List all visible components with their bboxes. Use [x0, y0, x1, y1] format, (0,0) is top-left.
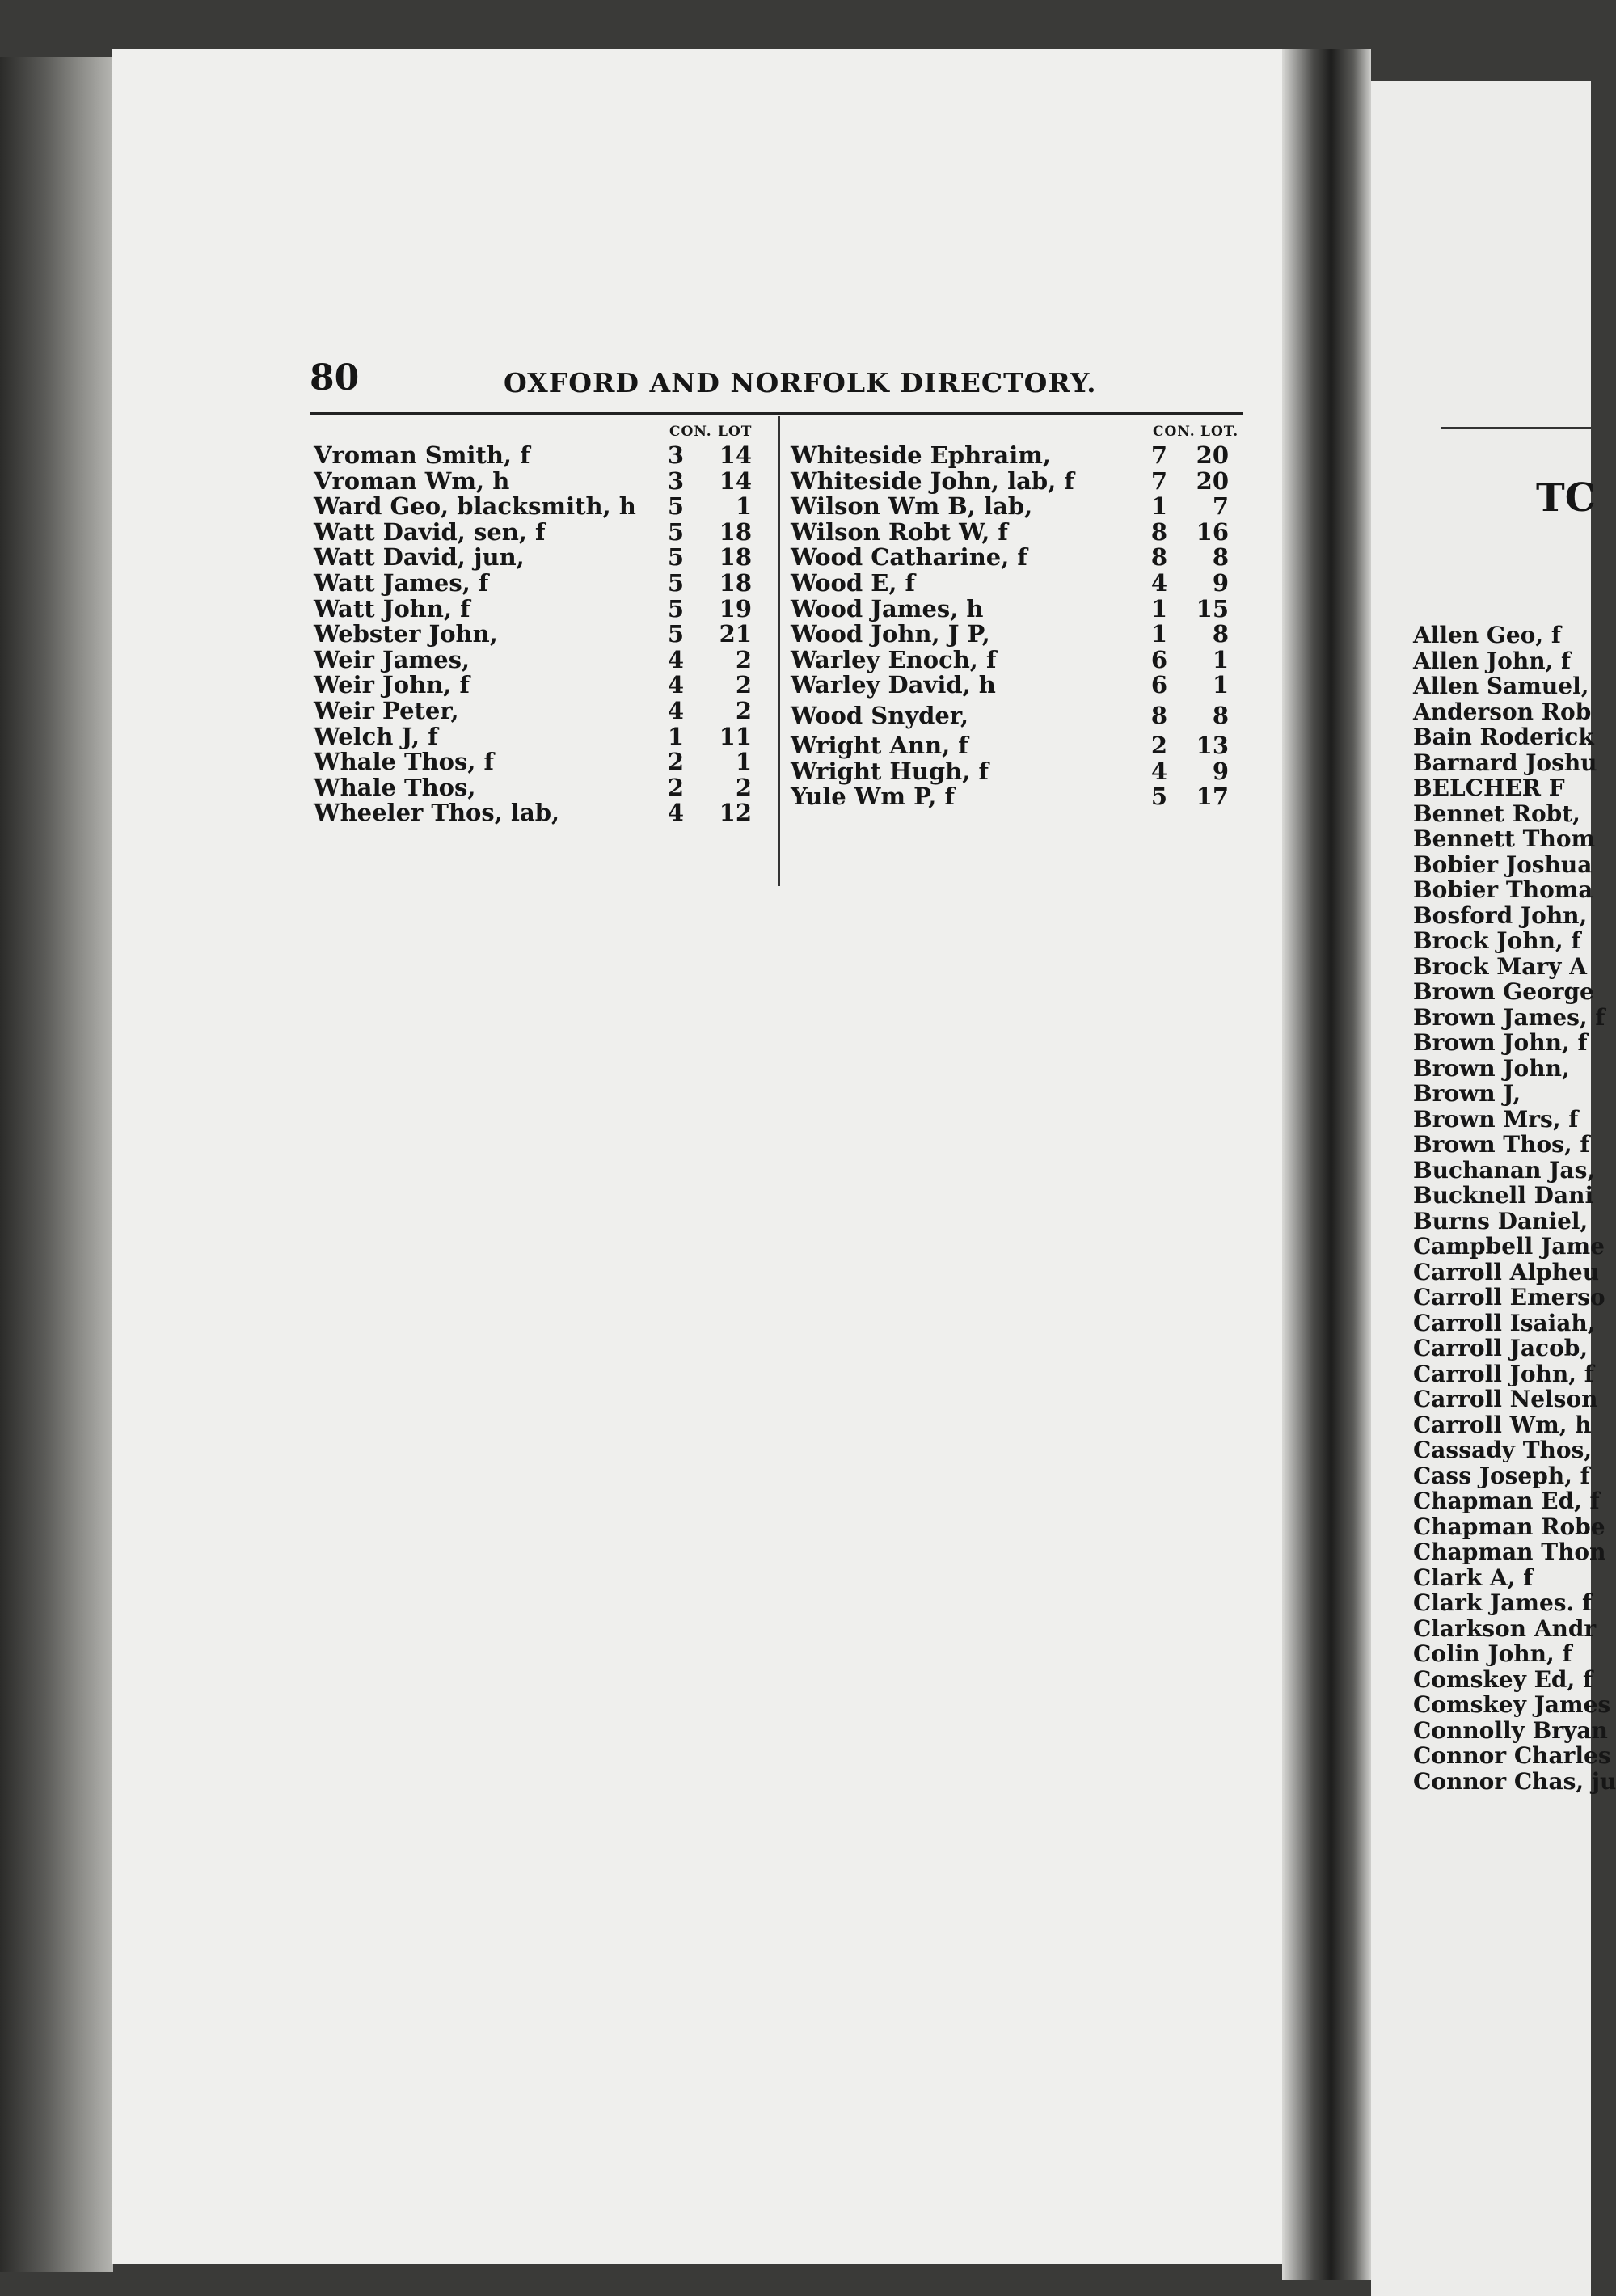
- entry-lot: 8: [1212, 620, 1229, 648]
- next-page-entry: Carroll John, f: [1413, 1360, 1594, 1387]
- directory-entry: [791, 494, 1245, 520]
- next-page-entry: Brown George: [1413, 978, 1594, 1005]
- directory-entry: [314, 749, 766, 775]
- entry-con: 7: [1150, 441, 1168, 469]
- next-page-entry: Chapman Robe: [1413, 1513, 1605, 1540]
- next-page-entry: Brown Thos, f: [1413, 1131, 1590, 1158]
- next-page-entry: Carroll Isaiah,: [1413, 1309, 1596, 1336]
- entry-name: Wilson Robt W, f: [791, 517, 1008, 546]
- directory-entry: [314, 645, 766, 673]
- next-page-entry: Comskey Ed, f: [1413, 1665, 1593, 1693]
- entry-name: Webster John,: [314, 620, 498, 648]
- entry-name: Yule Wm P, f: [791, 783, 955, 811]
- entry-lot: 17: [1196, 783, 1229, 811]
- entry-lot: 15: [1196, 594, 1229, 623]
- next-page-entry: Brock John, f: [1413, 927, 1581, 954]
- entry-lot: 9: [1212, 568, 1229, 597]
- entry-lot: 14: [719, 441, 752, 469]
- entry-con: 4: [1150, 757, 1168, 785]
- directory-entry: [314, 517, 766, 546]
- next-page-entry: Connor Charles: [1413, 1742, 1611, 1769]
- next-page-entry: Bobier Joshua: [1413, 850, 1593, 878]
- entry-name: Wood Snyder,: [791, 701, 969, 729]
- entry-con: 3: [667, 466, 685, 495]
- book-gutter: [1282, 49, 1371, 2280]
- left-column: [314, 419, 766, 826]
- next-page-entry: Brown John,: [1413, 1054, 1570, 1082]
- next-page-entry: BELCHER F: [1413, 774, 1565, 801]
- next-page-entry: Clark A, f: [1413, 1564, 1534, 1591]
- right-column: [791, 419, 1245, 810]
- entry-lot: 9: [1212, 757, 1229, 785]
- book-edge: [0, 57, 113, 2272]
- directory-entry: [791, 699, 1245, 733]
- directory-entry: [791, 645, 1245, 673]
- next-page-entry: Brown John, f: [1413, 1029, 1588, 1056]
- entry-name: Wood E, f: [791, 568, 916, 597]
- entry-name: Wood James, h: [791, 594, 984, 623]
- entry-lot: 19: [719, 594, 752, 623]
- entry-name: Weir John, f: [314, 671, 470, 699]
- next-page-entry: Burns Daniel,: [1413, 1207, 1589, 1235]
- directory-entry: [314, 545, 766, 571]
- entry-lot: 2: [735, 773, 752, 801]
- column-header: [791, 419, 1245, 443]
- directory-entry: [791, 517, 1245, 546]
- next-page-entry: Comskey James: [1413, 1691, 1611, 1718]
- entry-con: 3: [667, 441, 685, 469]
- entry-name: Weir James,: [314, 645, 470, 673]
- next-page-entry: Cassady Thos,: [1413, 1437, 1593, 1463]
- next-page-entry: Bennett Thom: [1413, 825, 1596, 852]
- directory-entry: [791, 545, 1245, 571]
- next-page-entry: Carroll Nelson: [1413, 1386, 1598, 1412]
- entry-lot: 1: [1212, 671, 1229, 699]
- next-page-entry: Allen Samuel,: [1413, 673, 1589, 699]
- entry-con: 5: [667, 543, 685, 572]
- entry-lot: 1: [735, 748, 752, 776]
- next-page-entry: Brown Mrs, f: [1413, 1105, 1579, 1133]
- directory-entry: [791, 466, 1245, 495]
- directory-entry: [791, 568, 1245, 597]
- entry-name: Ward Geo, blacksmith, h: [314, 492, 636, 521]
- directory-entry: [791, 733, 1245, 759]
- next-page-entry: Allen John, f: [1413, 647, 1572, 674]
- entry-lot: 20: [1196, 466, 1229, 495]
- entry-name: Watt David, sen, f: [314, 517, 546, 546]
- next-page-entry: Carroll Wm, h: [1413, 1411, 1592, 1438]
- next-page-entry: Bosford John,: [1413, 901, 1588, 929]
- entry-name: Wheeler Thos, lab,: [314, 799, 560, 827]
- entry-name: Wood John, J P,: [791, 620, 990, 648]
- entry-con: 8: [1150, 517, 1168, 546]
- entry-lot: 11: [719, 722, 752, 750]
- entry-con: 4: [667, 645, 685, 673]
- directory-entry: [314, 800, 766, 826]
- entry-con: 4: [1150, 568, 1168, 597]
- entry-con: 5: [667, 492, 685, 521]
- next-page-entry: Barnard Joshu: [1413, 749, 1597, 776]
- next-page-entry: Chapman Ed, f: [1413, 1488, 1600, 1514]
- entry-name: Whale Thos,: [314, 773, 476, 801]
- entry-name: Whale Thos, f: [314, 748, 495, 776]
- next-page-entry: Cass Joseph, f: [1413, 1462, 1590, 1489]
- directory-entry: [791, 594, 1245, 623]
- next-page-entry: Bobier Thoma: [1413, 876, 1593, 903]
- column-header: [314, 419, 766, 443]
- directory-entry: [314, 775, 766, 801]
- entry-con: 1: [1150, 594, 1168, 623]
- entry-lot: 2: [735, 645, 752, 673]
- entry-name: Warley David, h: [791, 671, 996, 699]
- next-page-entry: Buchanan Jas,: [1413, 1156, 1596, 1184]
- page-number: 80: [310, 357, 360, 399]
- entry-lot: 2: [735, 696, 752, 724]
- entry-name: Vroman Smith, f: [314, 441, 530, 469]
- column-divider: [778, 416, 780, 886]
- entry-lot: 1: [735, 492, 752, 521]
- entry-name: Watt John, f: [314, 594, 470, 623]
- lot-header: LOT.: [1200, 424, 1239, 440]
- next-page-entry: Brock Mary A: [1413, 952, 1587, 980]
- entry-con: 1: [667, 722, 685, 750]
- next-page-entry: Chapman Thon: [1413, 1538, 1606, 1565]
- next-page-entry: Bain Roderick: [1413, 724, 1594, 750]
- entry-con: 6: [1150, 671, 1168, 699]
- directory-entry: [791, 759, 1245, 785]
- directory-entry: [791, 784, 1245, 810]
- next-page-entry: Carroll Alpheu: [1413, 1258, 1600, 1285]
- entry-con: 8: [1150, 701, 1168, 729]
- entry-con: 1: [1150, 492, 1168, 521]
- entry-con: 2: [667, 748, 685, 776]
- next-page-entry: Brown James, f: [1413, 1003, 1605, 1031]
- next-page-entry: Clarkson Andr: [1413, 1614, 1597, 1642]
- entry-con: 5: [667, 568, 685, 597]
- next-page-entry: Clark James. f: [1413, 1589, 1593, 1616]
- entry-con: 4: [667, 671, 685, 699]
- entry-con: 5: [667, 517, 685, 546]
- entry-lot: 16: [1196, 517, 1229, 546]
- next-page-entry: Bennet Robt,: [1413, 800, 1580, 827]
- entry-lot: 2: [735, 671, 752, 699]
- next-page-rule: [1441, 427, 1591, 429]
- entry-con: 8: [1150, 543, 1168, 572]
- directory-entry: [314, 594, 766, 623]
- entry-lot: 21: [719, 620, 752, 648]
- directory-entry: [314, 622, 766, 648]
- directory-entry: [314, 494, 766, 520]
- entry-name: Watt David, jun,: [314, 543, 525, 572]
- directory-entry: [791, 443, 1245, 469]
- entry-lot: 18: [719, 543, 752, 572]
- entry-name: Warley Enoch, f: [791, 645, 997, 673]
- next-page-entry: Carroll Emerso: [1413, 1284, 1605, 1310]
- entry-name: Wilson Wm B, lab,: [791, 492, 1033, 521]
- next-page-heading: TC: [1536, 475, 1596, 521]
- entry-name: Weir Peter,: [314, 696, 459, 724]
- next-page-entry: Allen Geo, f: [1413, 622, 1561, 648]
- next-page-entry: Colin John, f: [1413, 1640, 1572, 1667]
- entry-name: Wood Catharine, f: [791, 543, 1027, 572]
- directory-entry: [314, 696, 766, 724]
- entry-con: 4: [667, 799, 685, 827]
- entry-con: 6: [1150, 645, 1168, 673]
- entry-lot: 18: [719, 568, 752, 597]
- entry-lot: 8: [1212, 543, 1229, 572]
- entry-name: Watt James, f: [314, 568, 489, 597]
- page-title: OXFORD AND NORFOLK DIRECTORY.: [504, 367, 1097, 399]
- next-page-list: [1413, 622, 1616, 1795]
- entry-lot: 8: [1212, 701, 1229, 729]
- next-page-entry: Connor Chas, ju: [1413, 1767, 1616, 1795]
- entry-lot: 20: [1196, 441, 1229, 469]
- entry-name: Whiteside Ephraim,: [791, 441, 1052, 469]
- header-rule: [310, 412, 1243, 415]
- directory-entry: [314, 673, 766, 699]
- con-header: CON.: [669, 424, 712, 440]
- directory-entry: [791, 622, 1245, 648]
- next-page-entry: Anderson Rob: [1413, 698, 1592, 725]
- entry-lot: 14: [719, 466, 752, 495]
- directory-entry: [314, 724, 766, 750]
- entry-con: 1: [1150, 620, 1168, 648]
- entry-con: 7: [1150, 466, 1168, 495]
- entry-con: 5: [667, 594, 685, 623]
- entry-con: 4: [667, 696, 685, 724]
- entry-lot: 7: [1212, 492, 1229, 521]
- entry-con: 2: [667, 773, 685, 801]
- entry-con: 5: [667, 620, 685, 648]
- entry-name: Welch J, f: [314, 722, 438, 750]
- next-page-entry: Connolly Bryan: [1413, 1716, 1608, 1744]
- directory-entry: [314, 466, 766, 495]
- entry-lot: 12: [719, 799, 752, 827]
- entry-name: Whiteside John, lab, f: [791, 466, 1074, 495]
- lot-header: LOT: [718, 424, 753, 440]
- entry-con: 5: [1150, 783, 1168, 811]
- next-page-entry: Brown J,: [1413, 1080, 1521, 1107]
- page-header: [310, 357, 1243, 399]
- next-page-entry: Bucknell Dani: [1413, 1182, 1594, 1209]
- directory-entry: [791, 673, 1245, 699]
- entry-con: 2: [1150, 731, 1168, 759]
- next-page-entry: Campbell Jame: [1413, 1233, 1605, 1260]
- directory-entry: [314, 443, 766, 469]
- entry-lot: 13: [1196, 731, 1229, 759]
- entry-lot: 18: [719, 517, 752, 546]
- next-page-entry: Carroll Jacob,: [1413, 1335, 1589, 1361]
- entry-lot: 1: [1212, 645, 1229, 673]
- con-header: CON.: [1153, 424, 1196, 440]
- directory-entry: [314, 568, 766, 597]
- entry-name: Wright Hugh, f: [791, 757, 989, 785]
- entry-name: Wright Ann, f: [791, 731, 968, 759]
- entry-name: Vroman Wm, h: [314, 466, 510, 495]
